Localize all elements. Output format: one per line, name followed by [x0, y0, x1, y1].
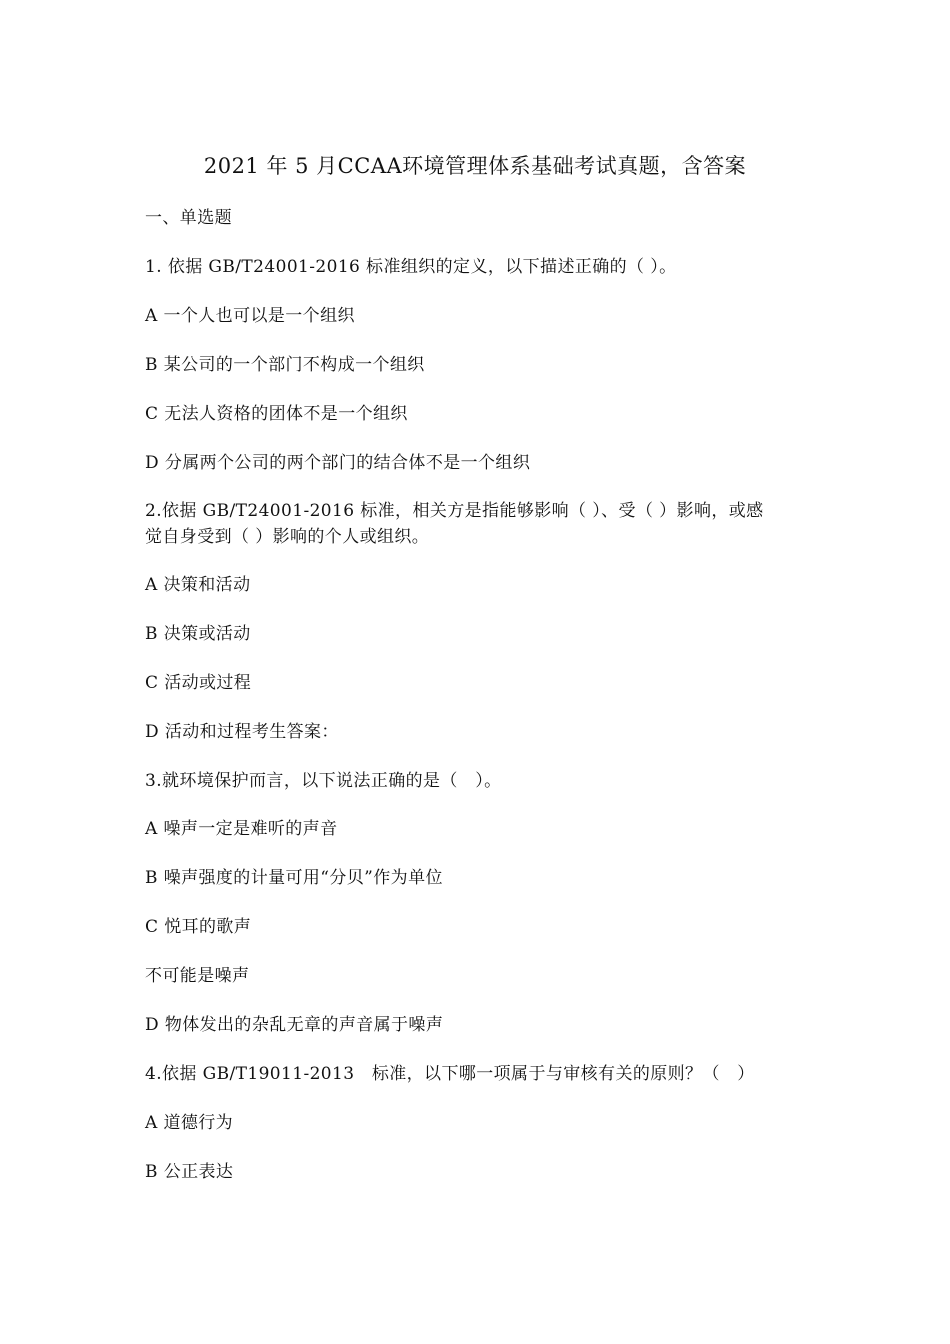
question-3-option-b: B 噪声强度的计量可用“分贝”作为单位 [145, 868, 443, 888]
question-2-option-d: D 活动和过程考生答案： [145, 722, 339, 742]
question-2-option-a: A 决策和活动 [145, 575, 251, 595]
question-1-option-a: A 一个人也可以是一个组织 [145, 306, 355, 326]
question-1-option-c: C 无法人资格的团体不是一个组织 [145, 404, 408, 424]
question-1-option-b: B 某公司的一个部门不构成一个组织 [145, 355, 425, 375]
question-3-option-c-continued: 不可能是噪声 [145, 966, 250, 986]
question-1-stem: 1. 依据 GB/T24001-2016 标准组织的定义，以下描述正确的（ ）。 [145, 257, 677, 277]
question-2-stem-line-2: 觉自身受到（ ）影响的个人或组织。 [145, 527, 430, 547]
question-1-option-d: D 分属两个公司的两个部门的结合体不是一个组织 [145, 453, 531, 473]
question-2-option-b: B 决策或活动 [145, 624, 251, 644]
document-title: 2021 年 5 月CCAA环境管理体系基础考试真题，含答案 [203, 154, 747, 178]
question-4-option-b: B 公正表达 [145, 1162, 234, 1182]
question-3-stem: 3.就环境保护而言，以下说法正确的是（ ）。 [145, 771, 502, 791]
question-2-stem-line-1: 2.依据 GB/T24001-2016 标准，相关方是指能够影响（ ）、受（ ）影响，或感 [145, 501, 764, 521]
section-heading: 一、单选题 [145, 208, 232, 228]
question-4-stem: 4.依据 GB/T19011-2013 标准，以下哪一项属于与审核有关的原则？（ ） [145, 1064, 755, 1084]
question-2-option-c: C 活动或过程 [145, 673, 252, 693]
question-3-option-d: D 物体发出的杂乱无章的声音属于噪声 [145, 1015, 444, 1035]
question-3-option-c: C 悦耳的歌声 [145, 917, 252, 937]
question-4-option-a: A 道德行为 [145, 1113, 234, 1133]
question-3-option-a: A 噪声一定是难听的声音 [145, 819, 338, 839]
